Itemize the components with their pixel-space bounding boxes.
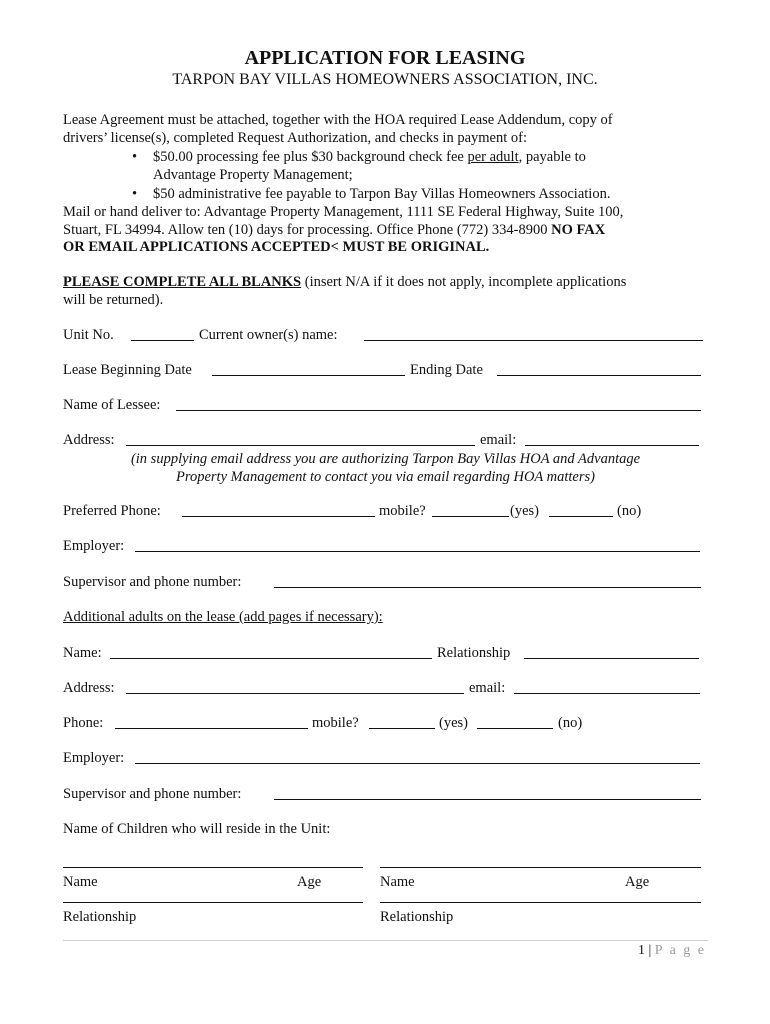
intro-line-2: drivers’ license(s), completed Request Authorization, and checks in payment of:: [63, 130, 527, 146]
ending-date-field[interactable]: [497, 375, 701, 376]
address-label: Address:: [63, 432, 115, 448]
adult-relationship-field[interactable]: [524, 658, 699, 659]
child-2-relationship-field[interactable]: [380, 902, 701, 903]
instructions-line-1: PLEASE COMPLETE ALL BLANKS (insert N/A if it does not apply, incomplete applications: [63, 274, 627, 290]
association-name: TARPON BAY VILLAS HOMEOWNERS ASSOCIATION, INC.: [172, 71, 598, 88]
current-owner-field[interactable]: [364, 340, 703, 341]
adult-mobile-no-field[interactable]: [477, 728, 553, 729]
adult-email-field[interactable]: [514, 693, 700, 694]
adult-phone-label: Phone:: [63, 715, 104, 731]
intro-line-1: Lease Agreement must be attached, together with the HOA required Lease Addendum, copy of: [63, 112, 613, 128]
child-2-age-label: Age: [625, 874, 650, 890]
page-title: APPLICATION FOR LEASING: [244, 47, 526, 69]
footer-divider: [63, 940, 708, 941]
adult-address-field[interactable]: [126, 693, 464, 694]
adult-relationship-label: Relationship: [437, 645, 511, 661]
child-1-name-field[interactable]: [63, 867, 363, 868]
child-2-name-field[interactable]: [380, 867, 701, 868]
mail-line-1: Mail or hand deliver to: Advantage Property Management, 1111 SE Federal Highway, Suite 100,: [63, 204, 624, 220]
child-2-relationship-label: Relationship: [380, 909, 454, 925]
employer-label: Employer:: [63, 538, 125, 554]
adult-supervisor-label: Supervisor and phone number:: [63, 786, 242, 802]
lease-begin-field[interactable]: [212, 375, 405, 376]
adult-name-field[interactable]: [110, 658, 432, 659]
adult-mobile-label: mobile?: [312, 715, 359, 731]
adult-employer-field[interactable]: [135, 763, 700, 764]
employer-field[interactable]: [135, 551, 700, 552]
adult-employer-label: Employer:: [63, 750, 125, 766]
child-1-name-label: Name: [63, 874, 98, 890]
child-1-relationship-field[interactable]: [63, 902, 363, 903]
adult-supervisor-field[interactable]: [274, 799, 701, 800]
mobile-label: mobile?: [379, 503, 426, 519]
bullet-icon: •: [132, 149, 138, 165]
page-footer: [638, 942, 706, 960]
child-1-relationship-label: Relationship: [63, 909, 137, 925]
email-note-line-2: Property Management to contact you via email regarding HOA matters): [176, 469, 595, 485]
supervisor-label: Supervisor and phone number:: [63, 574, 242, 590]
lessee-name-field[interactable]: [176, 410, 701, 411]
page-separator: |: [648, 943, 652, 958]
fee-bullet-1-cont: Advantage Property Management;: [153, 167, 353, 183]
email-note-line-1: (in supplying email address you are authorizing Tarpon Bay Villas HOA and Advantage: [130, 451, 641, 467]
adult-mobile-yes-field[interactable]: [369, 728, 435, 729]
adult-mobile-no-label: (no): [558, 715, 583, 731]
mail-line-2: Stuart, FL 34994. Allow ten (10) days for processing. Office Phone (772) 334-8900 NO FAX: [63, 222, 606, 238]
mobile-yes-field[interactable]: [432, 516, 509, 517]
ending-date-label: Ending Date: [410, 362, 483, 378]
email-label: email:: [480, 432, 517, 448]
unit-no-label: Unit No.: [63, 327, 114, 343]
lease-begin-label: Lease Beginning Date: [63, 362, 192, 378]
mail-line-3: OR EMAIL APPLICATIONS ACCEPTED< MUST BE ORIGINAL.: [63, 239, 490, 255]
mobile-no-label: (no): [617, 503, 642, 519]
child-1-age-label: Age: [297, 874, 322, 890]
address-field[interactable]: [126, 445, 475, 446]
page-number: 1: [637, 943, 645, 958]
adult-name-label: Name:: [63, 645, 102, 661]
current-owner-label: Current owner(s) name:: [199, 327, 338, 343]
email-field[interactable]: [525, 445, 699, 446]
adult-address-label: Address:: [63, 680, 115, 696]
bullet-icon: •: [132, 186, 138, 202]
instructions-line-2: will be returned).: [63, 292, 164, 308]
child-2-name-label: Name: [380, 874, 415, 890]
adult-mobile-yes-label: (yes): [439, 715, 468, 731]
adult-phone-field[interactable]: [115, 728, 308, 729]
mobile-yes-label: (yes): [510, 503, 539, 519]
preferred-phone-label: Preferred Phone:: [63, 503, 161, 519]
mobile-no-field[interactable]: [549, 516, 613, 517]
additional-adults-heading: Additional adults on the lease (add pages if necessary):: [63, 609, 383, 625]
children-heading: Name of Children who will reside in the Unit:: [63, 821, 331, 837]
fee-bullet-1: • $50.00 processing fee plus $30 background check fee per adult, payable to: [132, 149, 586, 165]
unit-no-field[interactable]: [131, 340, 194, 341]
fee-bullet-2: • $50 administrative fee payable to Tarpon Bay Villas Homeowners Association.: [132, 186, 611, 202]
preferred-phone-field[interactable]: [182, 516, 375, 517]
page-word: P a g e: [654, 943, 706, 958]
supervisor-field[interactable]: [274, 587, 701, 588]
adult-email-label: email:: [469, 680, 506, 696]
lessee-name-label: Name of Lessee:: [63, 397, 161, 413]
